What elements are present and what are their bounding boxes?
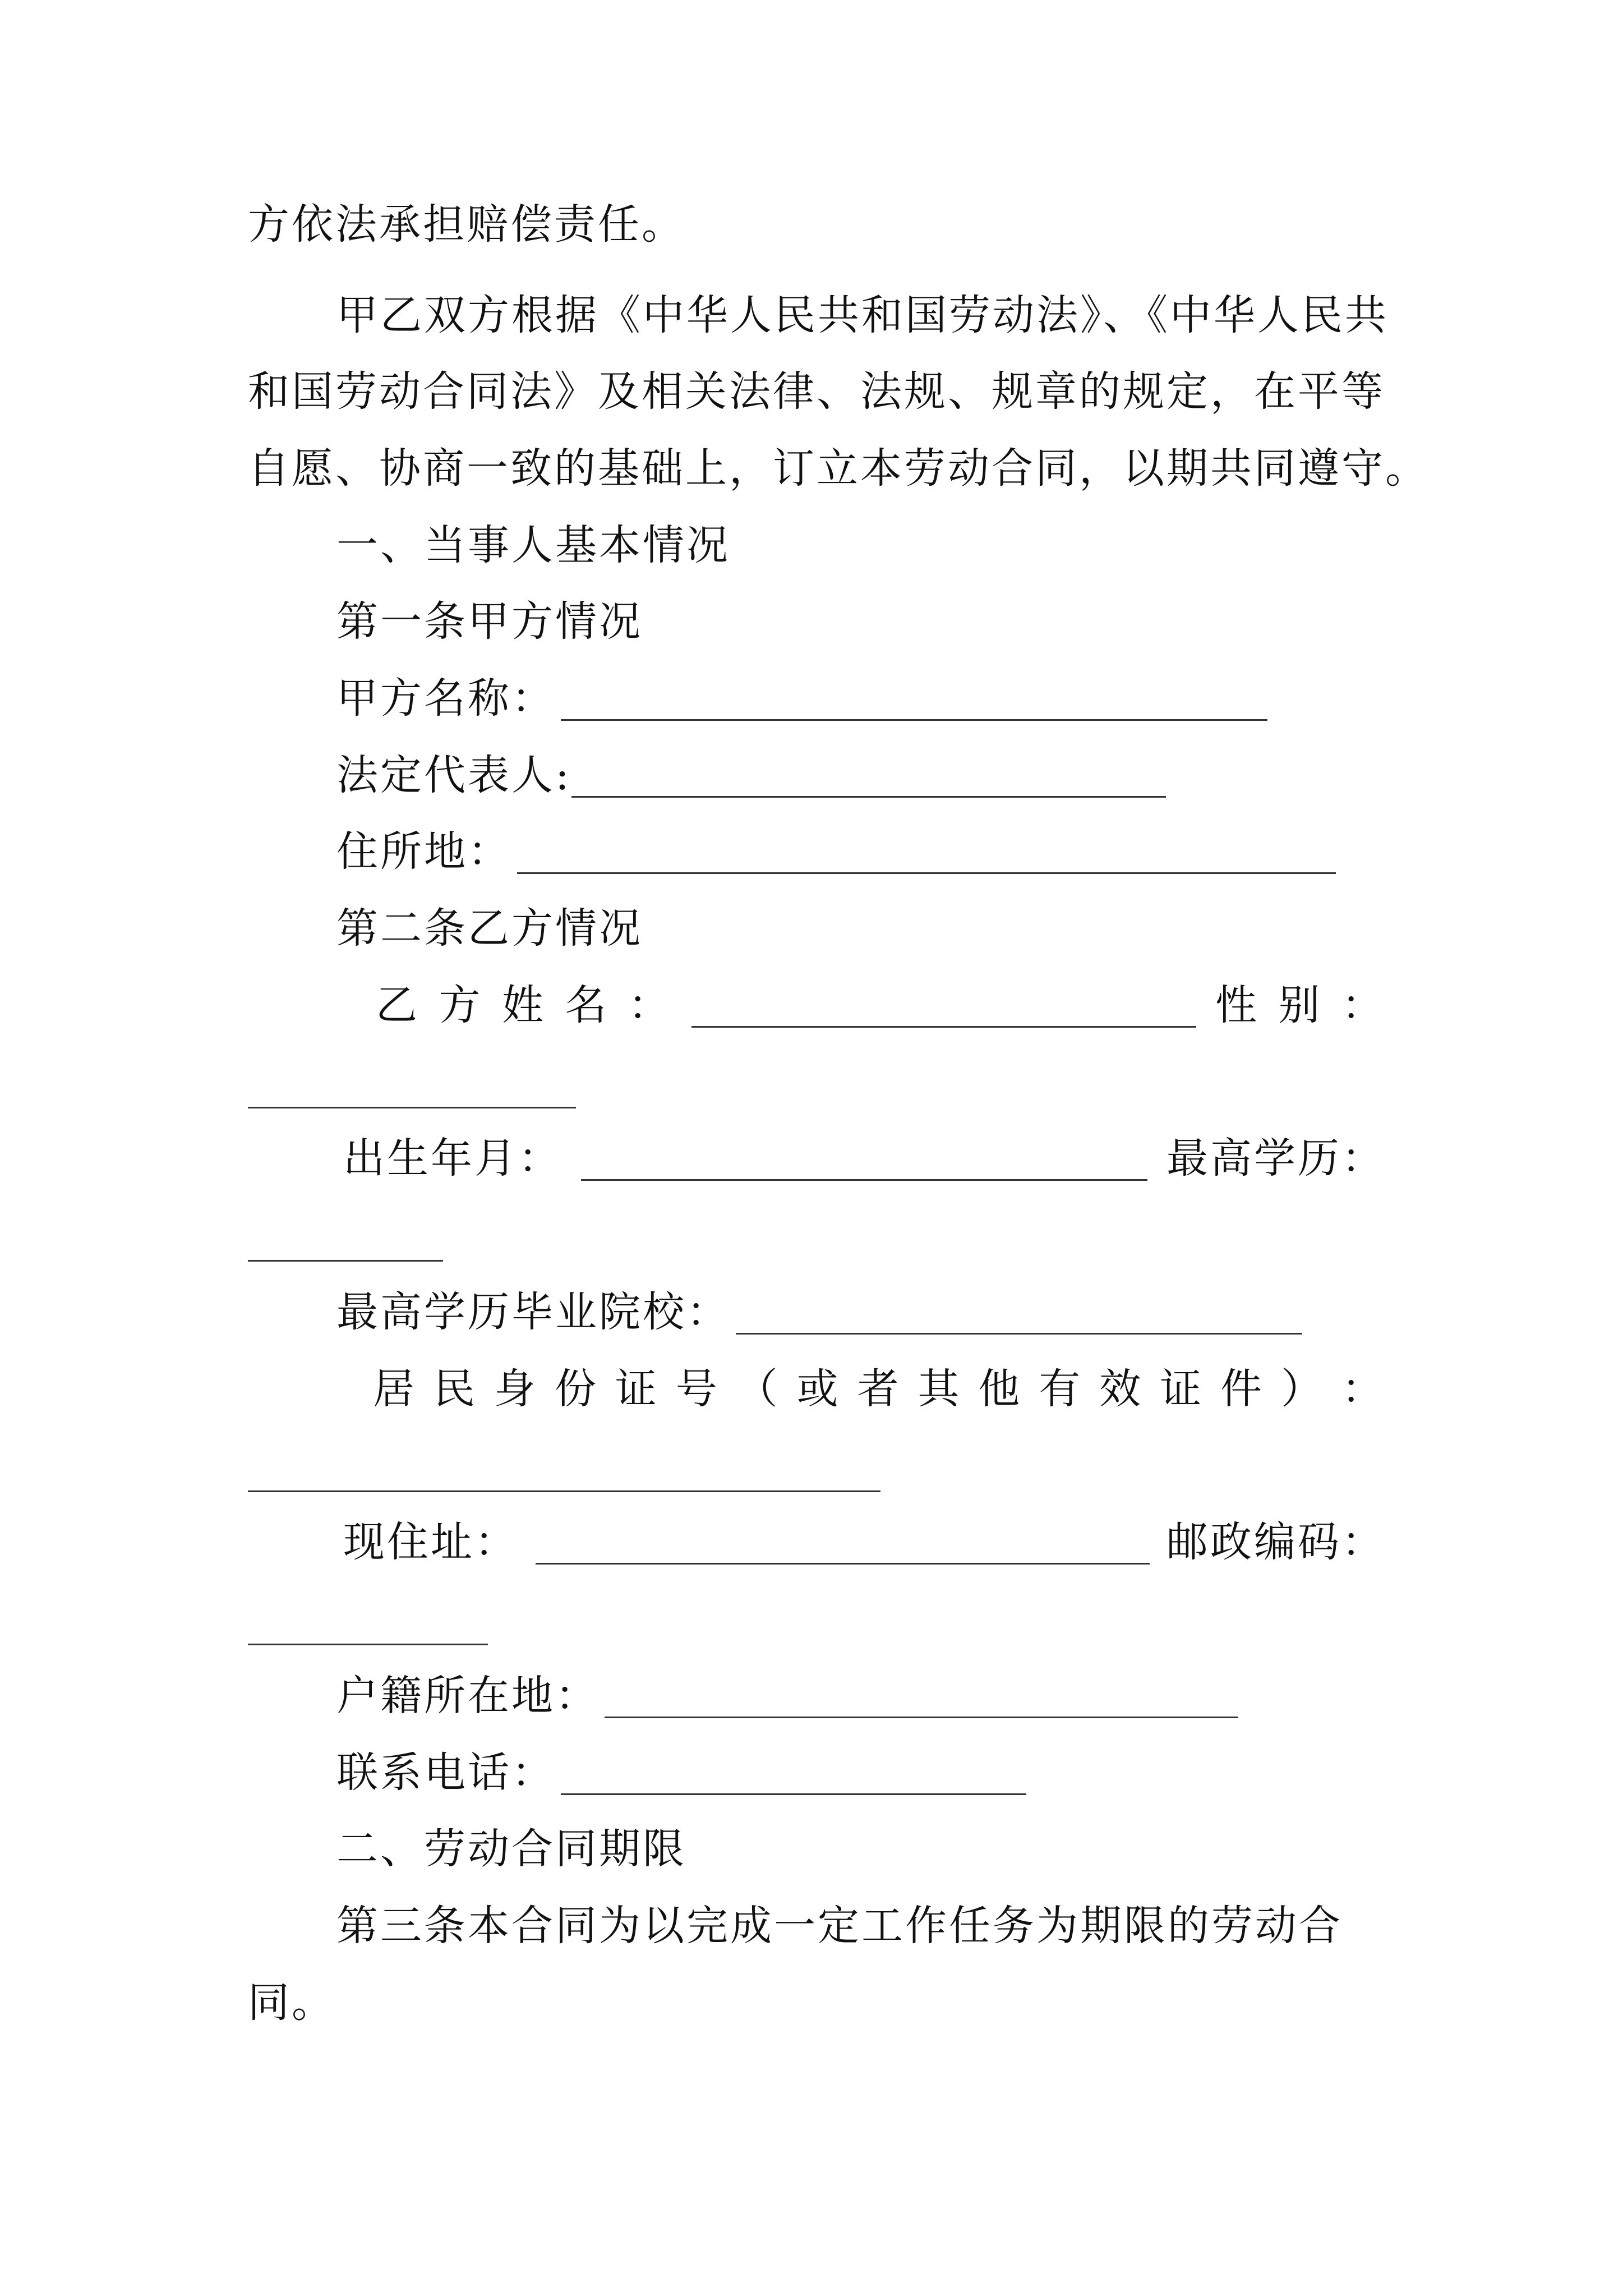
gender-blank[interactable] [248, 1107, 576, 1108]
legal-rep-row [336, 747, 1166, 803]
article-3-line-2: 同。 [248, 1978, 335, 2027]
section-heading-contract-term: 二、劳动合同期限 [336, 1825, 686, 1873]
id-char-1: 居 [373, 1365, 417, 1413]
party-b-name-char-5: ： [628, 981, 672, 1029]
gender-char-3: ： [1341, 981, 1385, 1029]
id-char-7: （ [736, 1365, 780, 1413]
gender-char-1: 性 [1215, 981, 1259, 1029]
birth-blank[interactable] [581, 1138, 1147, 1181]
current-address-row [343, 1514, 1385, 1570]
article-2-heading: 第二条乙方情况 [336, 904, 643, 953]
id-char-15: 件 [1220, 1365, 1265, 1413]
school-label: 最高学历毕业院校： [336, 1288, 730, 1336]
phone-row [336, 1745, 1026, 1801]
phone-blank[interactable] [561, 1752, 1026, 1795]
party-b-name-char-2: 方 [439, 981, 483, 1029]
party-b-name-char-4: 名 [565, 981, 609, 1029]
legal-rep-blank[interactable] [571, 754, 1166, 798]
paragraph-continuation: 方依法承担赔偿责任。 [248, 200, 685, 249]
party-a-name-label: 甲方名称： [336, 674, 555, 723]
id-char-16: ） [1281, 1365, 1325, 1413]
gender-char-2: 别 [1278, 981, 1322, 1029]
address-a-row [336, 823, 1336, 880]
household-label: 户籍所在地： [336, 1672, 599, 1720]
party-a-name-blank[interactable] [561, 678, 1267, 721]
party-b-name-char-1: 乙 [376, 981, 419, 1029]
article-1-heading: 第一条甲方情况 [336, 597, 643, 646]
school-row [336, 1284, 1302, 1340]
id-number-row [373, 1361, 1385, 1417]
section-heading-basic-info: 一、当事人基本情况 [336, 521, 730, 569]
id-char-12: 有 [1039, 1365, 1083, 1413]
address-a-blank[interactable] [517, 831, 1336, 874]
party-b-name-blank[interactable] [691, 984, 1196, 1028]
paragraph-intro-line-2: 和国劳动合同法》及相关法律、法规、规章的规定，在平等 [248, 367, 1385, 416]
id-number-blank[interactable] [248, 1490, 880, 1492]
address-a-label: 住所地： [336, 827, 511, 876]
id-char-8: 或 [796, 1365, 841, 1413]
legal-rep-label: 法定代表人: [336, 751, 571, 799]
id-char-13: 效 [1099, 1365, 1144, 1413]
current-address-blank[interactable] [536, 1521, 1150, 1565]
household-row [336, 1668, 1238, 1724]
education-blank[interactable] [248, 1260, 443, 1262]
postcode-blank[interactable] [248, 1644, 488, 1645]
id-char-5: 证 [615, 1365, 659, 1413]
party-a-name-row [336, 670, 1267, 726]
birth-education-row [343, 1130, 1385, 1186]
paragraph-intro-line-3: 自愿、协商一致的基础上，订立本劳动合同，以期共同遵守。 [248, 444, 1429, 493]
id-char-17: ： [1341, 1365, 1385, 1413]
paragraph-intro-line-1: 甲乙双方根据《中华人民共和国劳动法》、《中华人民共 [336, 291, 1389, 339]
id-char-3: 身 [494, 1365, 538, 1413]
birth-label: 出生年月： [343, 1134, 562, 1182]
phone-label: 联系电话： [336, 1749, 555, 1797]
education-label: 最高学历： [1166, 1134, 1385, 1182]
household-blank[interactable] [605, 1675, 1238, 1718]
current-address-label: 现住址： [343, 1518, 518, 1566]
id-char-11: 他 [978, 1365, 1022, 1413]
id-char-4: 份 [554, 1365, 598, 1413]
postcode-label: 邮政编码： [1166, 1518, 1385, 1566]
id-char-14: 证 [1160, 1365, 1204, 1413]
article-3-line-1: 第三条本合同为以完成一定工作任务为期限的劳动合 [336, 1902, 1343, 1950]
school-blank[interactable] [736, 1291, 1302, 1335]
id-char-2: 民 [433, 1365, 477, 1413]
id-char-9: 者 [857, 1365, 901, 1413]
party-b-name-char-3: 姓 [502, 981, 546, 1029]
party-b-name-row [376, 977, 1385, 1033]
id-char-6: 号 [675, 1365, 720, 1413]
id-char-10: 其 [917, 1365, 962, 1413]
